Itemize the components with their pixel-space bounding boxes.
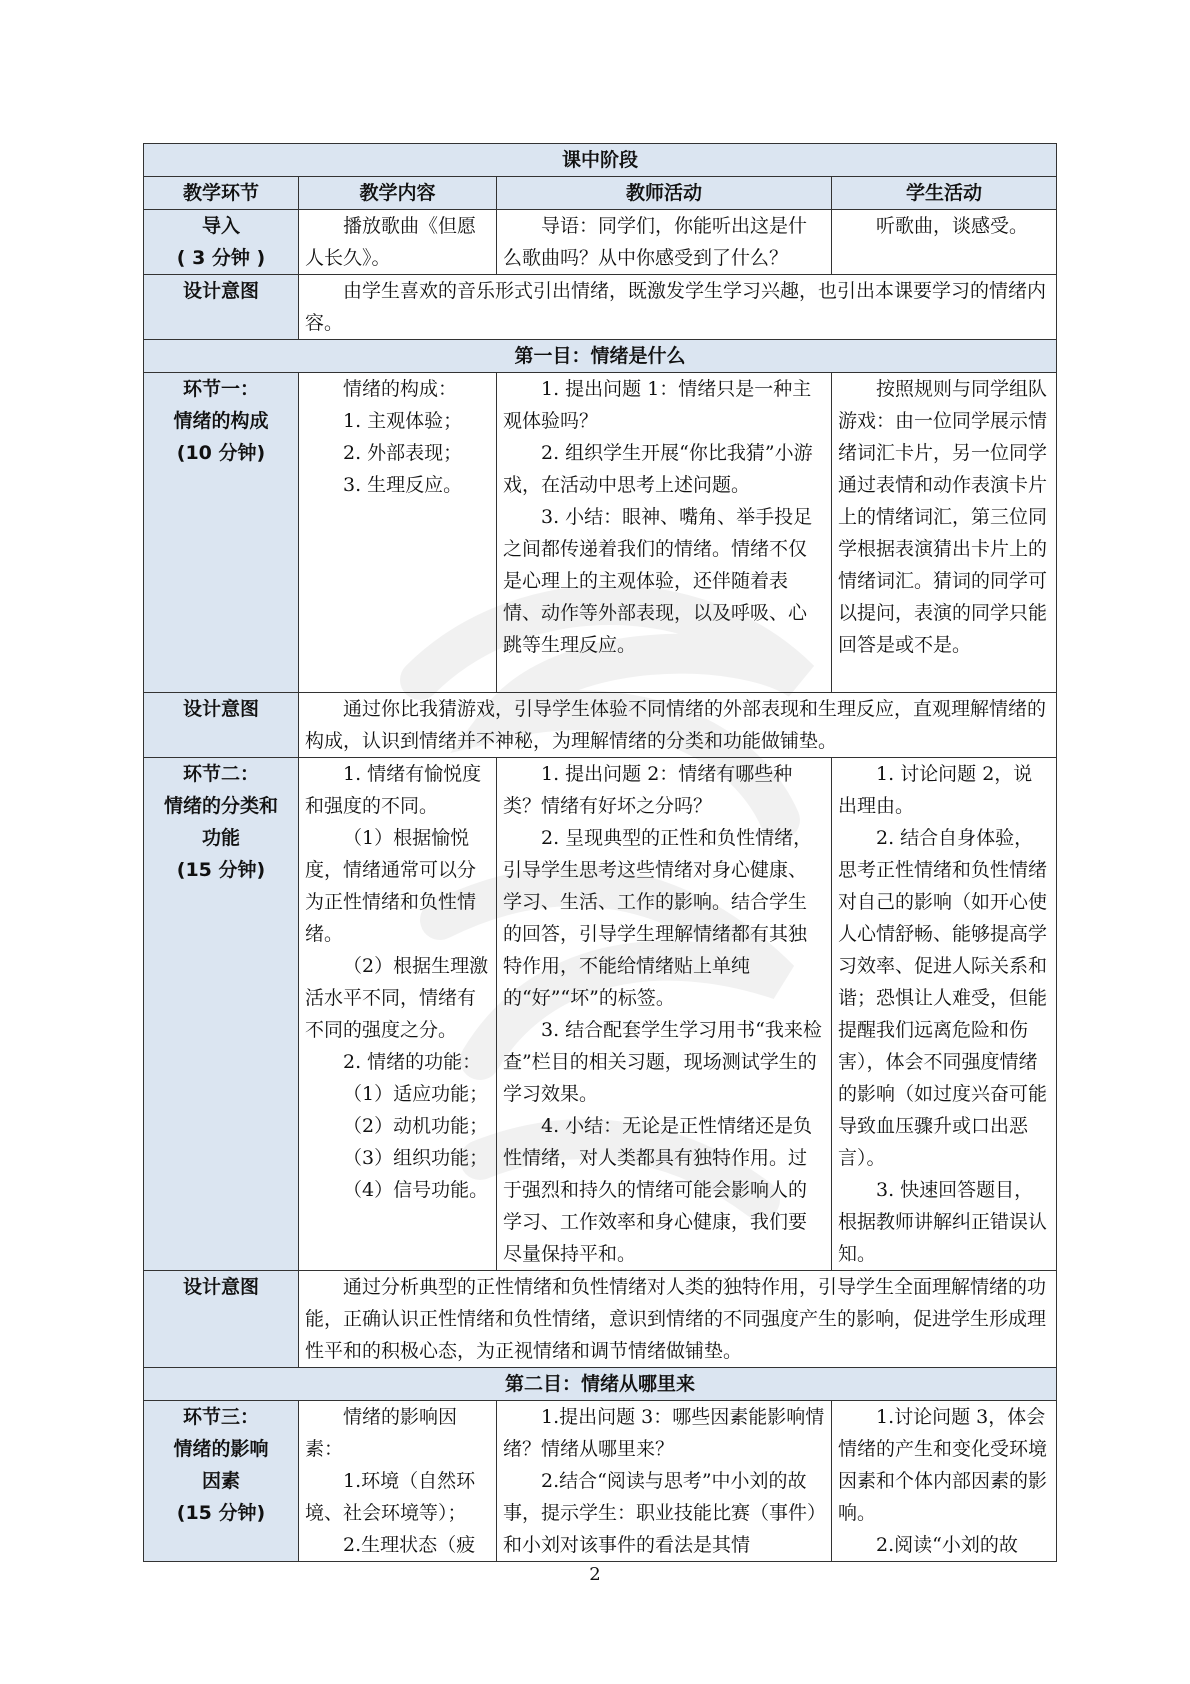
intro-label-duration: ( 3 分钟 ) [176,247,266,269]
step3-label: 环节三： 情绪的影响 因素 (15 分钟) [144,1401,299,1562]
intro-student: 听歌曲，谈感受。 [832,210,1057,275]
step1-student: 按照规则与同学组队游戏：由一位同学展示情绪词汇卡片，另一位同学通过表情和动作表演卡片上的情绪词汇，第三位同学根据表演猜出卡片上的情绪词汇。猜词的同学可以提问，表演的同学只能回答是或不是。 [832,373,1057,693]
list-item: 3. 小结：眼神、嘴角、举手投足之间都传递着我们的情绪。情绪不仅是心理上的主观体验，还伴随着表情、动作等外部表现，以及呼吸、心跳等生理反应。 [503,506,813,656]
list-item: 3. 快速回答题目，根据教师讲解纠正错误认知。 [838,1179,1048,1265]
list-item: 1.讨论问题 3，体会情绪的产生和变化受环境因素和个体内部因素的影响。 [838,1406,1048,1524]
list-item: 2. 情绪的功能： [343,1051,482,1073]
list-item: 2. 组织学生开展“你比我猜”小游戏，在活动中思考上述问题。 [503,442,813,496]
list-item: 3. 生理反应。 [343,474,463,496]
step1-content [299,373,497,693]
list-item: 情绪的构成： [343,378,458,400]
intro-content: 播放歌曲《但愿人长久》。 [299,210,497,275]
step1-teacher [497,373,832,693]
list-item: 2.结合“阅读与思考”中小刘的故事，提示学生：职业技能比赛（事件）和小刘对该事件的看法是其情 [503,1470,817,1556]
step2-content [299,758,497,1271]
list-item: （2）动机功能； [343,1115,489,1137]
list-item: （1）适应功能； [343,1083,489,1105]
stage-title: 课中阶段 [144,144,1057,177]
list-item: 2. 呈现典型的正性和负性情绪，引导学生思考这些情绪对身心健康、学习、生活、工作的影响。结合学生的回答，引导学生理解情绪都有其独特作用，不能给情绪贴上单纯的“好”“坏”的标签。 [503,827,813,1009]
list-item: 1.环境（自然环境、社会环境等）； [305,1470,476,1524]
header-student: 学生活动 [832,177,1057,210]
list-item: 1. 讨论问题 2，说出理由。 [838,763,1033,817]
intro-label [144,210,299,275]
step2-teacher [497,758,832,1271]
step2-student [832,758,1057,1271]
list-item: 2.阅读“小刘的故 [876,1534,1018,1556]
step3-content [299,1401,497,1562]
intro-design-text: 由学生喜欢的音乐形式引出情绪，既激发学生学习兴趣，也引出本课要学习的情绪内容。 [299,275,1057,340]
list-item: 1. 主观体验； [343,410,463,432]
page-number: 2 [589,1564,601,1585]
step1-design-label: 设计意图 [144,693,299,758]
step2-design-label: 设计意图 [144,1271,299,1368]
list-item: （1）根据愉悦度，情绪通常可以分为正性情绪和负性情绪。 [305,827,477,945]
list-item: 情绪的影响因素： [305,1406,458,1460]
list-item: 2.生理状态（疲 [343,1534,476,1556]
list-item: 3. 结合配套学生学习用书“我来检查”栏目的相关习题，现场测试学生的学习效果。 [503,1019,822,1105]
list-item: （4）信号功能。 [343,1179,489,1201]
step1-design-text: 通过你比我猜游戏，引导学生体验不同情绪的外部表现和生理反应，直观理解情绪的构成，认识到情绪并不神秘，为理解情绪的分类和功能做铺垫。 [299,693,1057,758]
list-item: 1. 情绪有愉悦度和强度的不同。 [305,763,482,817]
section2-title: 第二目：情绪从哪里来 [144,1368,1057,1401]
step2-label: 环节二： 情绪的分类和 功能 (15 分钟) [144,758,299,1271]
step2-design-text: 通过分析典型的正性情绪和负性情绪对人类的独特作用，引导学生全面理解情绪的功能，正确认识正性情绪和负性情绪，意识到情绪的不同强度产生的影响，促进学生形成理性平和的积极心态，为正视情绪和调节情绪做铺垫。 [299,1271,1057,1368]
intro-design-label: 设计意图 [144,275,299,340]
header-step: 教学环节 [144,177,299,210]
list-item: 1. 提出问题 2：情绪有哪些种类？情绪有好坏之分吗？ [503,763,793,817]
list-item: 2. 结合自身体验，思考正性情绪和负性情绪对自己的影响（如开心使人心情舒畅、能够提高学习效率、促进人际关系和谐；恐惧让人难受，但能提醒我们远离危险和伤害），体会不同强度情绪的影响（如过度兴奋可能导致血压骤升或口出恶言）。 [838,827,1048,1169]
intro-teacher: 导语：同学们，你能听出这是什么歌曲吗？从中你感受到了什么？ [497,210,832,275]
list-item: 4. 小结：无论是正性情绪还是负性情绪，对人类都具有独特作用。过于强烈和持久的情绪可能会影响人的学习、工作效率和身心健康，我们要尽量保持平和。 [503,1115,813,1265]
step3-teacher [497,1401,832,1562]
lesson-plan-table [143,143,1057,1562]
list-item: 1. 提出问题 1：情绪只是一种主观体验吗？ [503,378,812,432]
list-item: （2）根据生理激活水平不同，情绪有不同的强度之分。 [305,955,489,1041]
intro-label-title: 导入 [201,215,240,237]
list-item: 2. 外部表现； [343,442,463,464]
step3-student [832,1401,1057,1562]
section1-title: 第一目：情绪是什么 [144,340,1057,373]
list-item: 1.提出问题 3：哪些因素能影响情绪？情绪从哪里来？ [503,1406,825,1460]
header-teacher: 教师活动 [497,177,832,210]
step1-label: 环节一： 情绪的构成 (10 分钟) [144,373,299,693]
header-content: 教学内容 [299,177,497,210]
list-item: （3）组织功能； [343,1147,489,1169]
